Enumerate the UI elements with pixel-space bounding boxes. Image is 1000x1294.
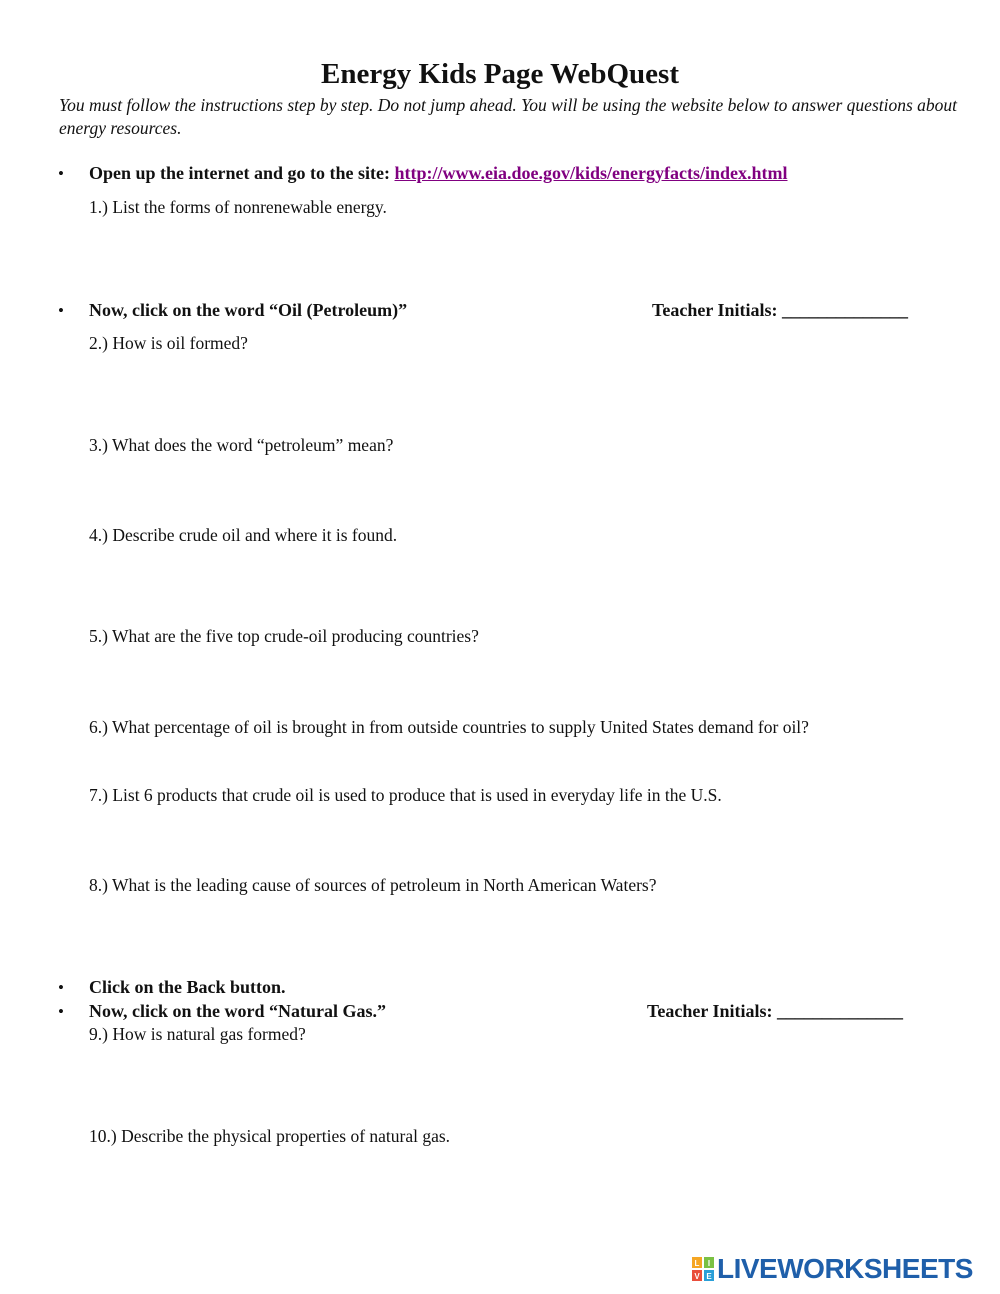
logo-icon-letter: E <box>706 1272 712 1281</box>
question-10: 10.) Describe the physical properties of natural gas. <box>89 1126 451 1146</box>
step-click-natural-gas: Now, click on the word “Natural Gas.” <box>89 1001 386 1021</box>
logo-icon-letter: L <box>694 1259 700 1268</box>
step-open-site-text: Open up the internet and go to the site: <box>89 163 390 183</box>
teacher-initials-oil: Teacher Initials: ______________ <box>652 300 909 320</box>
bullet-dot: • <box>58 1002 64 1021</box>
question-4: 4.) Describe crude oil and where it is found. <box>89 525 398 545</box>
bullet-dot: • <box>58 978 64 997</box>
step-open-site <box>89 163 788 184</box>
liveworksheets-logo <box>692 1252 973 1286</box>
question-2: 2.) How is oil formed? <box>89 333 248 353</box>
step-click-oil: Now, click on the word “Oil (Petroleum)” <box>89 300 408 320</box>
bullet-dot: • <box>58 164 64 183</box>
logo-icon-letter: I <box>707 1259 711 1268</box>
question-9: 9.) How is natural gas formed? <box>89 1024 306 1044</box>
question-5: 5.) What are the five top crude-oil producing countries? <box>89 626 479 646</box>
energy-facts-link[interactable]: http://www.eia.doe.gov/kids/energyfacts/index.html <box>394 163 788 183</box>
liveworksheets-logo-icon <box>692 1257 714 1281</box>
question-8: 8.) What is the leading cause of sources of petroleum in North American Waters? <box>89 875 657 895</box>
question-3: 3.) What does the word “petroleum” mean? <box>89 435 394 455</box>
question-7: 7.) List 6 products that crude oil is used to produce that is used in everyday life in the U.S. <box>89 785 722 805</box>
question-6: 6.) What percentage of oil is brought in from outside countries to supply United States demand for oil? <box>89 717 809 737</box>
liveworksheets-logo-text: LIVEWORKSHEETS <box>717 1253 973 1284</box>
bullet-dot: • <box>58 301 64 320</box>
logo-icon-letter: V <box>694 1272 700 1281</box>
intro-instructions: You must follow the instructions step by step. Do not jump ahead. You will be using the website below to answer questions about energy resources. <box>59 95 958 138</box>
step-back-button: Click on the Back button. <box>89 977 286 997</box>
page-title: Energy Kids Page WebQuest <box>321 58 679 90</box>
teacher-initials-gas: Teacher Initials: ______________ <box>647 1001 904 1021</box>
question-1: 1.) List the forms of nonrenewable energy. <box>89 197 387 217</box>
